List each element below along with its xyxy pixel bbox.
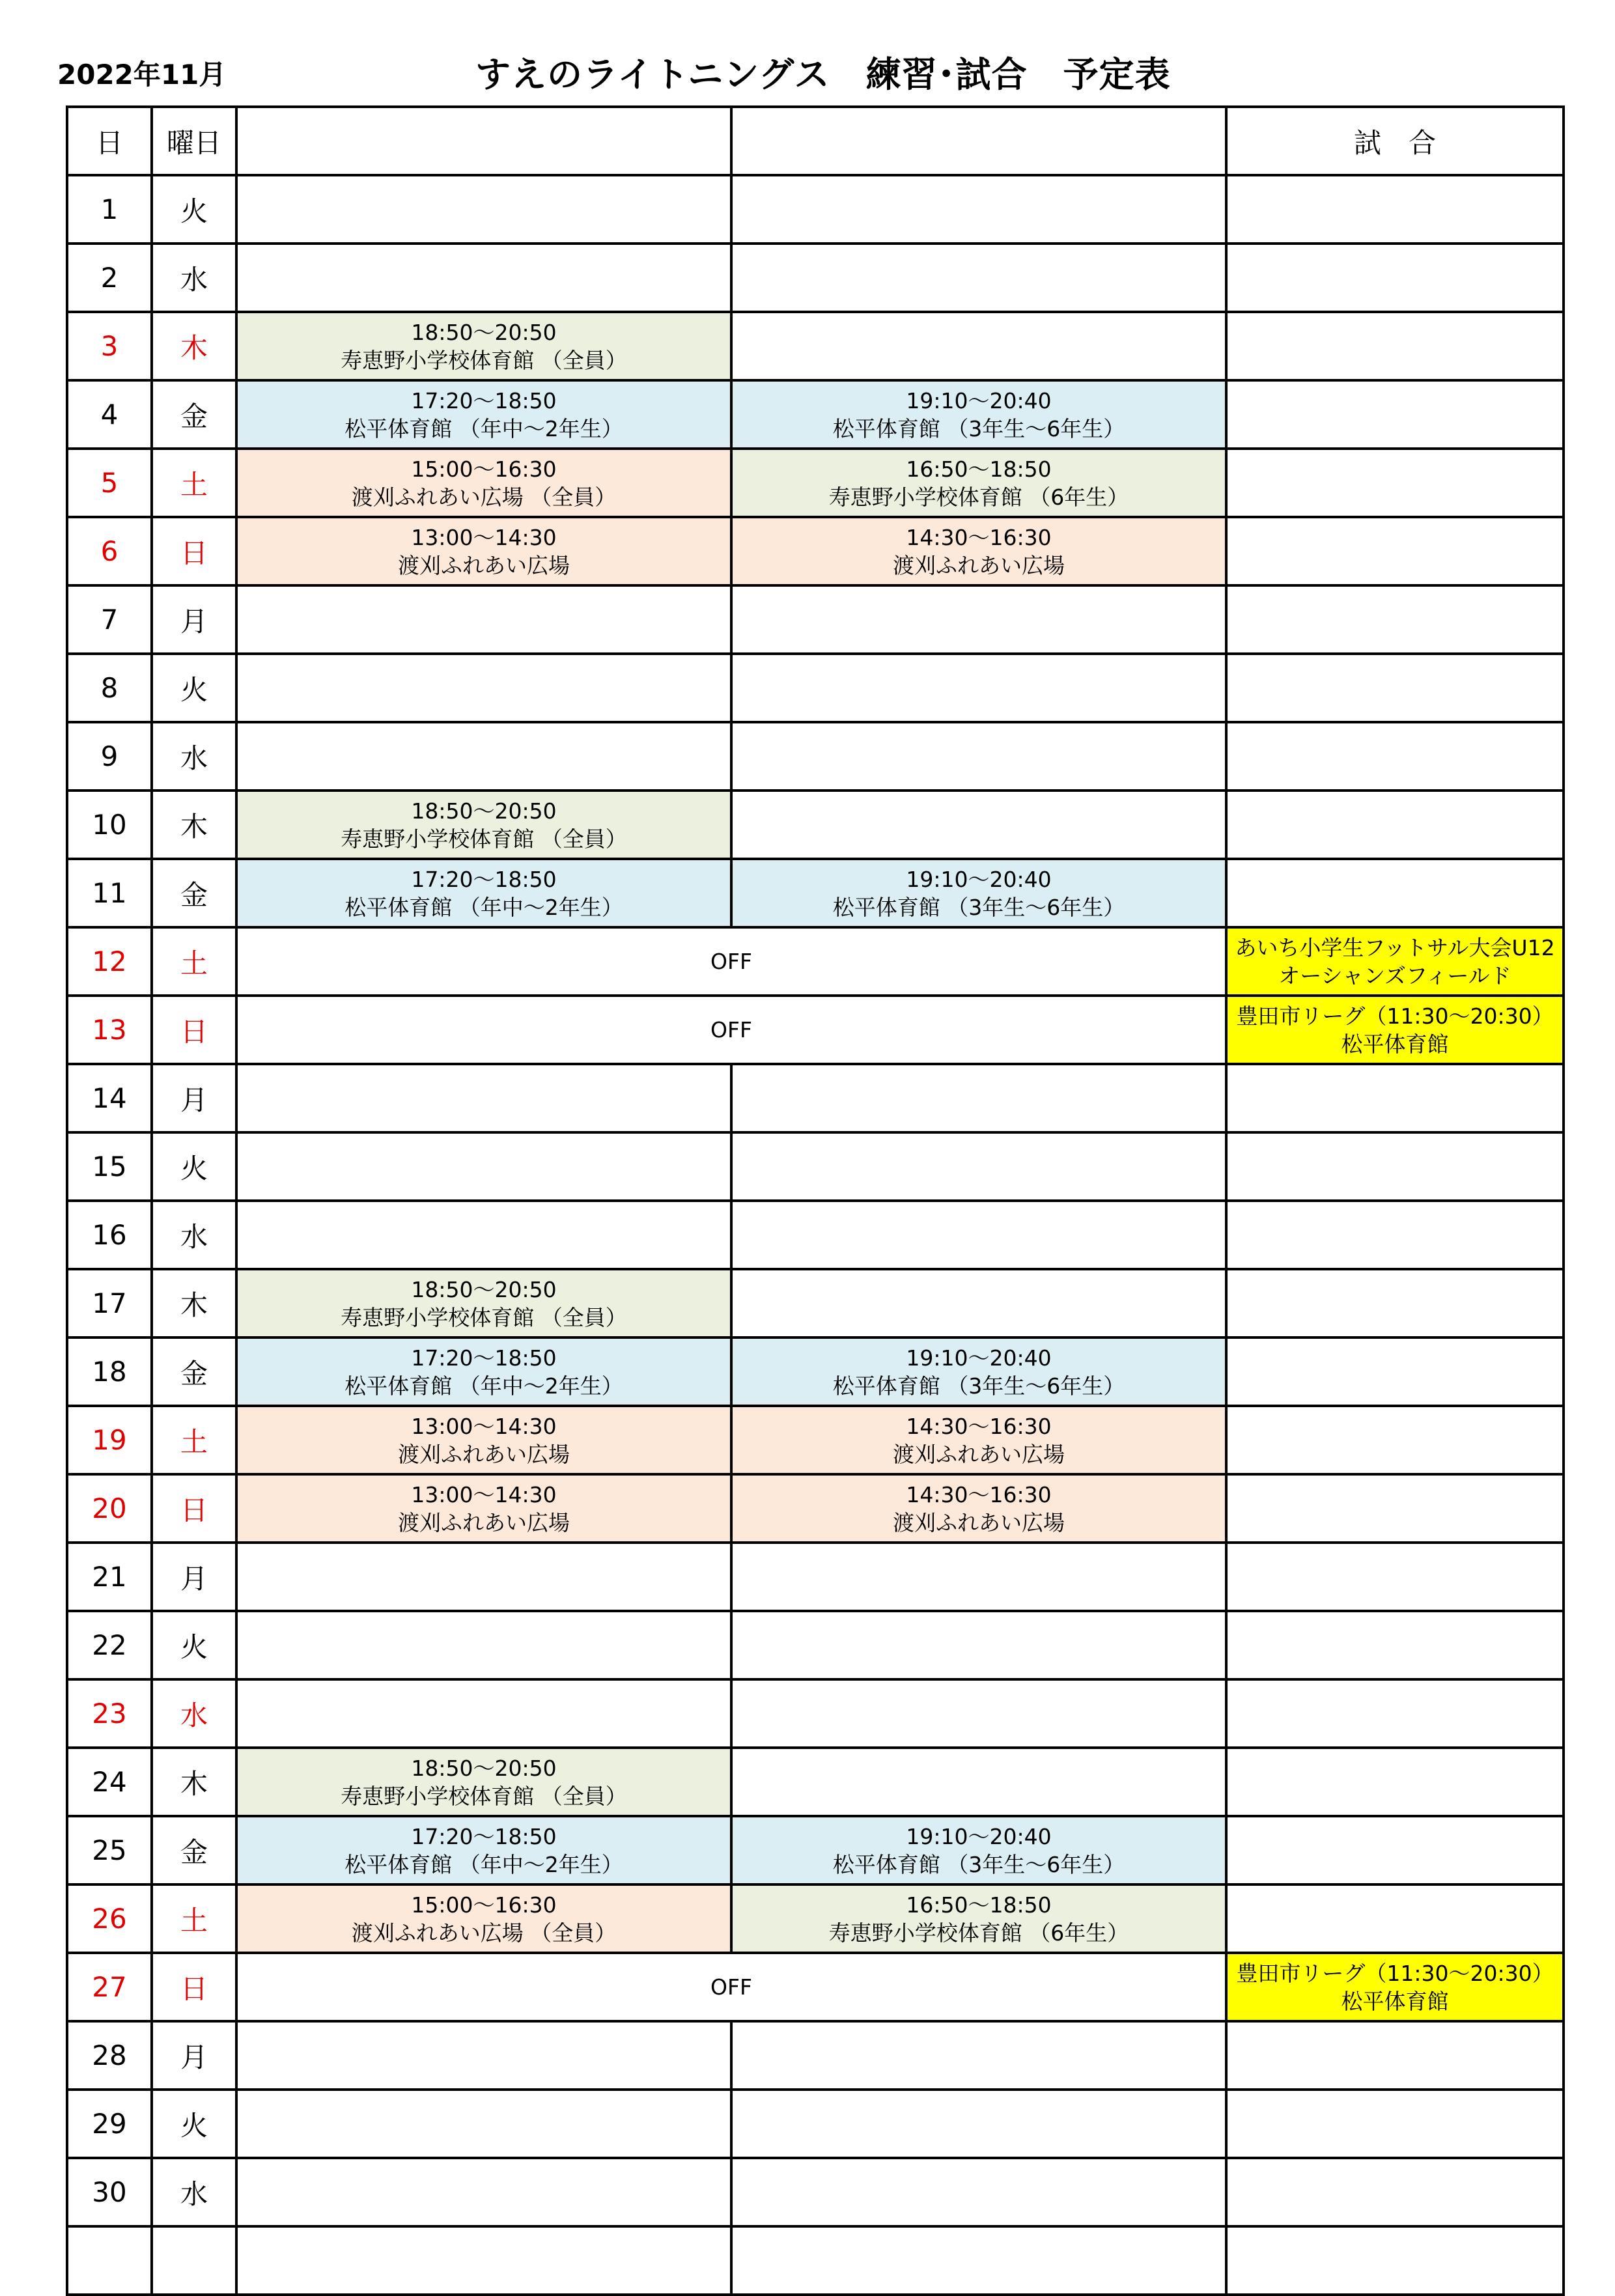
table-row [67,312,1564,380]
table-row [67,1611,1564,1679]
match-cell [1226,517,1564,585]
weekday: 金 [152,1337,236,1406]
slot-place: 渡刈ふれあい広場 （全員） [351,484,617,510]
day-number: 27 [67,1953,152,2021]
slot-time: 16:50～18:50 [906,456,1052,482]
table-row [67,1132,1564,1201]
day-number: 24 [67,1748,152,1816]
match-cell [1226,791,1564,859]
weekday: 金 [152,380,236,449]
slot-place: 渡刈ふれあい広場 （全員） [351,1920,617,1946]
table-row [67,175,1564,244]
match-cell [1226,1953,1564,2021]
day-number [67,2226,152,2295]
match-title: あいち小学生フットサル大会U12 [1235,934,1555,960]
header-day: 日 [67,107,152,175]
practice-slot-2 [731,1474,1226,1543]
weekday: 水 [152,722,236,791]
match-cell [1226,585,1564,654]
match-cell [1226,1201,1564,1269]
slot-time: 17:20～18:50 [411,1345,557,1371]
weekday: 火 [152,1611,236,1679]
slot-time: 13:00～14:30 [411,1413,557,1439]
practice-slot-1 [236,175,731,244]
practice-slot-1 [236,1337,731,1406]
match-cell [1226,380,1564,449]
header-weekday: 曜日 [152,107,236,175]
slot-time: 14:30～16:30 [906,1481,1052,1507]
match-venue: 松平体育館 [1341,1031,1449,1057]
practice-slot-1 [236,722,731,791]
match-title: 豊田市リーグ（11:30～20:30） [1236,1003,1554,1029]
weekday: 土 [152,1406,236,1474]
slot-place: 松平体育館 （年中～2年生） [344,894,623,920]
weekday: 土 [152,927,236,996]
slot-place: 松平体育館 （3年生～6年生） [832,1851,1125,1877]
day-number: 30 [67,2158,152,2226]
table-row [67,1679,1564,1748]
practice-slot-1 [236,1748,731,1816]
practice-slot-1 [236,1679,731,1748]
table-row [67,585,1564,654]
day-number: 7 [67,585,152,654]
day-number: 26 [67,1884,152,1953]
practice-slot-2 [731,722,1226,791]
practice-slot-1 [236,449,731,517]
match-cell [1226,1816,1564,1884]
weekday: 土 [152,449,236,517]
weekday: 月 [152,2021,236,2090]
weekday: 水 [152,2158,236,2226]
day-number: 2 [67,244,152,312]
practice-slot-1 [236,1816,731,1884]
slot-time: 19:10～20:40 [906,387,1052,413]
slot-time: 16:50～18:50 [906,1892,1052,1918]
practice-slot-1 [236,380,731,449]
practice-slot-2 [731,585,1226,654]
table-row [67,1884,1564,1953]
practice-slot-1 [236,1132,731,1201]
practice-slot-1 [236,585,731,654]
slot-place: 松平体育館 （年中～2年生） [344,1851,623,1877]
weekday: 火 [152,654,236,722]
table-row [67,449,1564,517]
weekday: 金 [152,1816,236,1884]
practice-slot-1 [236,517,731,585]
match-cell [1226,1611,1564,1679]
practice-slot-1 [236,312,731,380]
weekday: 日 [152,1953,236,2021]
practice-slot-2 [731,654,1226,722]
weekday: 水 [152,244,236,312]
slot-time: 14:30～16:30 [906,524,1052,550]
practice-slot-1 [236,1611,731,1679]
table-row [67,927,1564,996]
slot-place: 松平体育館 （年中～2年生） [344,415,623,441]
match-cell [1226,1679,1564,1748]
table-row [67,1543,1564,1611]
weekday [152,2226,236,2295]
match-cell [1226,1543,1564,1611]
practice-slot-1 [236,791,731,859]
day-number: 15 [67,1132,152,1201]
table-row [67,1269,1564,1337]
table-row [67,244,1564,312]
match-cell [1226,449,1564,517]
table-row [67,1064,1564,1132]
weekday: 月 [152,1064,236,1132]
table-row [67,517,1564,585]
slot-place: 松平体育館 （年中～2年生） [344,1373,623,1399]
practice-slot-1 [236,2226,731,2295]
table-row [67,2090,1564,2158]
slot-place: 渡刈ふれあい広場 [893,552,1065,578]
match-cell [1226,996,1564,1064]
practice-slot-2 [731,859,1226,927]
day-number: 25 [67,1816,152,1884]
slot-place: 寿恵野小学校体育館 （全員） [341,1304,627,1330]
table-row [67,2021,1564,2090]
practice-slot-2 [731,449,1226,517]
slot-place: 渡刈ふれあい広場 [398,1509,570,1535]
page-title: すえのライトニングス 練習･試合 予定表 [475,54,1171,95]
day-number: 4 [67,380,152,449]
table-row [67,1337,1564,1406]
match-cell [1226,2090,1564,2158]
slot-place: 松平体育館 （3年生～6年生） [832,894,1125,920]
practice-slot-2 [731,1816,1226,1884]
table-row [67,2226,1564,2295]
table-row [67,1201,1564,1269]
match-cell [1226,859,1564,927]
match-cell [1226,1064,1564,1132]
day-number: 13 [67,996,152,1064]
weekday: 木 [152,312,236,380]
match-title: 豊田市リーグ（11:30～20:30） [1236,1960,1554,1986]
day-number: 17 [67,1269,152,1337]
slot-place: 渡刈ふれあい広場 [893,1441,1065,1467]
weekday: 月 [152,1543,236,1611]
practice-slot-2 [731,517,1226,585]
weekday: 火 [152,2090,236,2158]
weekday: 月 [152,585,236,654]
practice-slot-1 [236,1269,731,1337]
practice-slot-2 [731,1201,1226,1269]
match-cell [1226,722,1564,791]
practice-slot-1 [236,1201,731,1269]
match-cell [1226,1406,1564,1474]
table-row [67,380,1564,449]
practice-slot-1 [236,1474,731,1543]
weekday: 土 [152,1884,236,1953]
slot-place: 寿恵野小学校体育館 （全員） [341,1783,627,1809]
slot-time: 18:50～20:50 [411,1755,557,1781]
weekday: 木 [152,791,236,859]
practice-slot-1 [236,654,731,722]
practice-slot-1 [236,1543,731,1611]
day-number: 19 [67,1406,152,1474]
slot-place: 寿恵野小学校体育館 （6年生） [828,1920,1129,1946]
slot-place: 渡刈ふれあい広場 [398,552,570,578]
weekday: 木 [152,1748,236,1816]
slot-time: 18:50～20:50 [411,1276,557,1302]
practice-slot-2 [731,1269,1226,1337]
day-number: 23 [67,1679,152,1748]
weekday: 水 [152,1201,236,1269]
slot-time: 13:00～14:30 [411,1481,557,1507]
day-number: 8 [67,654,152,722]
practice-slot-2 [731,1884,1226,1953]
practice-slot-1 [236,2090,731,2158]
table-row [67,654,1564,722]
weekday: 火 [152,175,236,244]
slot-time: 19:10～20:40 [906,1345,1052,1371]
practice-slot-2 [731,2021,1226,2090]
schedule-table [66,105,1565,2296]
slot-time: 17:20～18:50 [411,1823,557,1849]
table-row [67,1474,1564,1543]
match-cell [1226,312,1564,380]
slot-time: 15:00～16:30 [411,1892,557,1918]
match-cell [1226,1337,1564,1406]
match-cell [1226,1884,1564,1953]
practice-slot-2 [731,244,1226,312]
slot-place: 寿恵野小学校体育館 （全員） [341,347,627,373]
practice-slot-1 [236,1884,731,1953]
off-cell: OFF [236,927,1226,996]
slot-place: 松平体育館 （3年生～6年生） [832,1373,1125,1399]
match-cell [1226,2226,1564,2295]
day-number: 11 [67,859,152,927]
slot-place: 松平体育館 （3年生～6年生） [832,415,1125,441]
slot-time: 18:50～20:50 [411,798,557,824]
slot-time: 15:00～16:30 [411,456,557,482]
table-row [67,722,1564,791]
match-cell [1226,1474,1564,1543]
day-number: 20 [67,1474,152,1543]
practice-slot-2 [731,175,1226,244]
practice-slot-2 [731,1406,1226,1474]
practice-slot-2 [731,1064,1226,1132]
match-cell [1226,927,1564,996]
practice-slot-2 [731,1337,1226,1406]
header-row [67,107,1564,175]
slot-place: 寿恵野小学校体育館 （6年生） [828,484,1129,510]
off-cell: OFF [236,996,1226,1064]
off-cell: OFF [236,1953,1226,2021]
practice-slot-1 [236,1406,731,1474]
day-number: 14 [67,1064,152,1132]
match-cell [1226,244,1564,312]
slot-place: 渡刈ふれあい広場 [893,1509,1065,1535]
practice-slot-2 [731,1543,1226,1611]
table-row [67,1816,1564,1884]
slot-time: 17:20～18:50 [411,387,557,413]
match-cell [1226,2158,1564,2226]
day-number: 21 [67,1543,152,1611]
slot-time: 14:30～16:30 [906,1413,1052,1439]
day-number: 28 [67,2021,152,2090]
day-number: 12 [67,927,152,996]
weekday: 金 [152,859,236,927]
month-label: 2022年11月 [57,59,227,91]
table-row [67,1406,1564,1474]
table-row [67,859,1564,927]
practice-slot-2 [731,2158,1226,2226]
match-cell [1226,1132,1564,1201]
day-number: 10 [67,791,152,859]
day-number: 6 [67,517,152,585]
match-cell [1226,654,1564,722]
day-number: 22 [67,1611,152,1679]
table-row [67,1953,1564,2021]
day-number: 18 [67,1337,152,1406]
match-venue: 松平体育館 [1341,1988,1449,2014]
weekday: 日 [152,996,236,1064]
practice-slot-2 [731,791,1226,859]
match-cell [1226,2021,1564,2090]
practice-slot-2 [731,1611,1226,1679]
header-match: 試 合 [1226,107,1564,175]
practice-slot-1 [236,2021,731,2090]
table-row [67,1748,1564,1816]
practice-slot-1 [236,859,731,927]
practice-slot-2 [731,312,1226,380]
slot-place: 寿恵野小学校体育館 （全員） [341,826,627,852]
practice-slot-2 [731,2226,1226,2295]
weekday: 日 [152,1474,236,1543]
schedule-body [67,175,1564,2295]
practice-slot-2 [731,1679,1226,1748]
slot-time: 19:10～20:40 [906,866,1052,892]
day-number: 5 [67,449,152,517]
practice-slot-2 [731,1132,1226,1201]
practice-slot-2 [731,2090,1226,2158]
table-row [67,996,1564,1064]
table-row [67,2158,1564,2226]
header-slot2 [731,107,1226,175]
slot-place: 渡刈ふれあい広場 [398,1441,570,1467]
day-number: 16 [67,1201,152,1269]
weekday: 火 [152,1132,236,1201]
match-cell [1226,1748,1564,1816]
table-row [67,791,1564,859]
slot-time: 17:20～18:50 [411,866,557,892]
match-venue: オーシャンズフィールド [1278,962,1511,988]
day-number: 29 [67,2090,152,2158]
match-cell [1226,1269,1564,1337]
match-cell [1226,175,1564,244]
slot-time: 13:00～14:30 [411,524,557,550]
day-number: 1 [67,175,152,244]
practice-slot-1 [236,244,731,312]
day-number: 9 [67,722,152,791]
slot-time: 18:50～20:50 [411,319,557,345]
weekday: 水 [152,1679,236,1748]
weekday: 木 [152,1269,236,1337]
practice-slot-1 [236,1064,731,1132]
slot-time: 19:10～20:40 [906,1823,1052,1849]
day-number: 3 [67,312,152,380]
practice-slot-2 [731,380,1226,449]
practice-slot-2 [731,1748,1226,1816]
weekday: 日 [152,517,236,585]
practice-slot-1 [236,2158,731,2226]
header-slot1 [236,107,731,175]
